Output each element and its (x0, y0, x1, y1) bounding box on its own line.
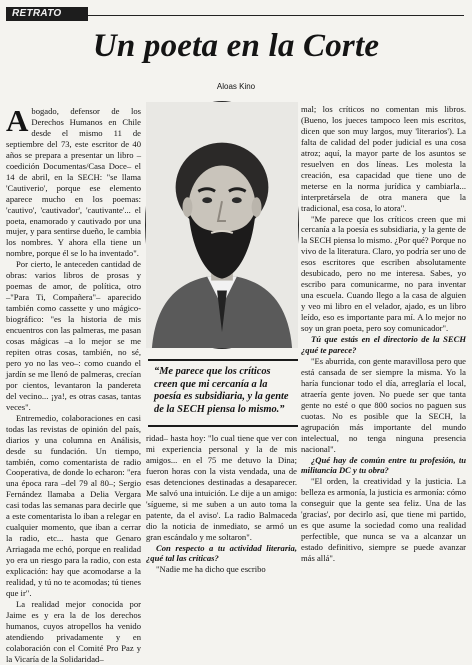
paragraph: "El orden, la creatividad y la justicia. La belleza es armonía, la justicia es armonía: cómo conseguir que la gente sea feliz. Una de las 'gracias', por decirlo así, que tiene mi partido, es que asume la sociedad como una realidad perfectible, que nunca se va a alcanzar un estado definitivo, siempre se puede avanzar más allá". (301, 476, 466, 564)
paragraph: Por cierto, le anteceden cantidad de obras: varios libros de prosas y poemas de amor, de política, otro –"Para Ti, Compañera"– aparecido también como cassette y uno mágico-biográfico: "es la historia de mis encuentros con las palmeras, me pasan cosas mágicas –a lo mejor se me repiten otras cosas, también, no sé, pero yo no las veo–: como cuando el jardín se me llenó de palmeras, crecían por cientos, levantaron la pandereta del vecino... ¡ya!, es otras casas, tantas veces". (6, 259, 141, 412)
column-middle (146, 433, 297, 599)
paragraph-text: bogado, defensor de los Derechos Humanos en Chile desde el mismo 11 de septiembre del 73, este escritor de 40 años se prepara a presentar un libro –coedición Documentas/Casa Doce– el 14 de abril, en la SECH: "se llama 'Cautiverio', porque ese elemento aparece mucho en los poemas: 'cautivo', 'cautivador', 'cautivante'... el poeta, enamorado y cautivado por una mujer, y para sentirse dueño, le cambia los nombres. Y ahora ella tiene un nombre, porque él se lo ha inventado". (6, 106, 141, 259)
portrait-photo (146, 102, 298, 348)
paragraph: ridad– hasta hoy: "lo cual tiene que ver con mi experiencia personal y la de mis amigos... en el 75 me detuvo la Dina; fueron horas con la vista vendada, una de esas detenciones destinadas a desaparecer. Me salvó una intuición. Le dije a un amigo: 'sígueme, si me suben a un auto toma la patente, da el aviso'. La radio Balmaceda dio la noticia de inmediato, se armó un gran escándalo y me soltaron". (146, 433, 297, 542)
paragraph: mal; los críticos no comentan mis libros. (Bueno, los jueces tampoco leen mis escritos, dicen que son muy largos, muy 'literarios'). La falta de calidad del poder judicial es una cosa atroz; aquí, la mayor parte de los asuntos se resuelven en dos líneas. Les molesta la creación, esa capacidad que tiene uno de meterse en la norma jurídica y cambiarla... interpretársela de otra manera que la tradicional, esa cosa, lo atora". (301, 104, 466, 213)
drop-cap: A (6, 103, 29, 138)
paragraph: La realidad mejor conocida por Jaime es y era la de los derechos humanos, cuyos atropellos ha venido atendiendo privadamente y en colaboración con el Comité Pro Paz y la Vicaría de la Solidaridad– (6, 598, 141, 664)
pull-quote: “Me parece que los críticos creen que mi cercanía a la poesía es subsidiaria, y la gente de la SECH piensa lo mismo.” (148, 359, 298, 427)
column-left (6, 103, 141, 664)
interview-question: Tú que estás en el directorio de la SECH ¿qué te parece? (301, 334, 466, 355)
paragraph: "Es aburrida, con gente maravillosa pero que está cansada de ser siempre la misma. Yo la haría funcionar todo el día, arreglaría el local, atraería gente joven. No puede ser que tanta gente no esté o que 800 socios no paguen sus cuotas. No es posible que la SECH, la agrupación más importante del mundo intelectual, no tenga ninguna presencia nacional". (301, 355, 466, 454)
top-rule (88, 15, 464, 16)
paragraph: "Nadie me ha dicho que escribo (156, 564, 266, 575)
interview-question: Con respecto a tu actividad literaria, ¿qué tal las críticas? (146, 542, 297, 564)
paragraph (6, 103, 141, 259)
section-tag: RETRATO (6, 7, 88, 21)
paragraph: Entremedio, colaboraciones en casi todas las revistas de opinión del país, diarios y una columna en Análisis, desde su fundación. Un tiempo, también, como comentarista de radio Cooperativa, de donde lo echaron: "era una época rara –del 79 al 80–; Sergio Fernández llamaba a Delia Vergara casi todas las semanas para decirle que a este comentarista lo iban a relegar en cualquier momento, que iban a cerrar la radio, etc... hasta que Genaro Arriagada me echó, porque en realidad yo era un riesgo para la radio, con esta explicación: hay que acomodarse a la realidad, y tú no te acomodas; tú tienes que ir". (6, 412, 141, 598)
author-portrait (145, 101, 299, 349)
column-right (301, 104, 466, 596)
paragraph: "Me parece que los críticos creen que mi cercanía a la poesía es subsidiaria, y la gente de la SECH piensa lo mismo. ¿Por qué? Porque no vivo de la literatura. Claro, yo podría ser uno de esos escritores que escriben absolutamente desubicado, pero no me interesa. Sabes, yo escribo para comunicarme, no para inventar una escuela. Cuando llego a la casa de alguien y veo mi libro en el velador, ajado, es un libro leído, eso es importante para mí. A lo mejor no soy un gran poeta, pero soy comunicador". (301, 213, 466, 334)
headline: Un poeta en la Corte (92, 28, 380, 64)
byline: Aloas Kino (216, 82, 256, 91)
interview-question: ¿Qué hay de común entre tu profesión, tu militancia DC y tu obra? (301, 454, 466, 476)
